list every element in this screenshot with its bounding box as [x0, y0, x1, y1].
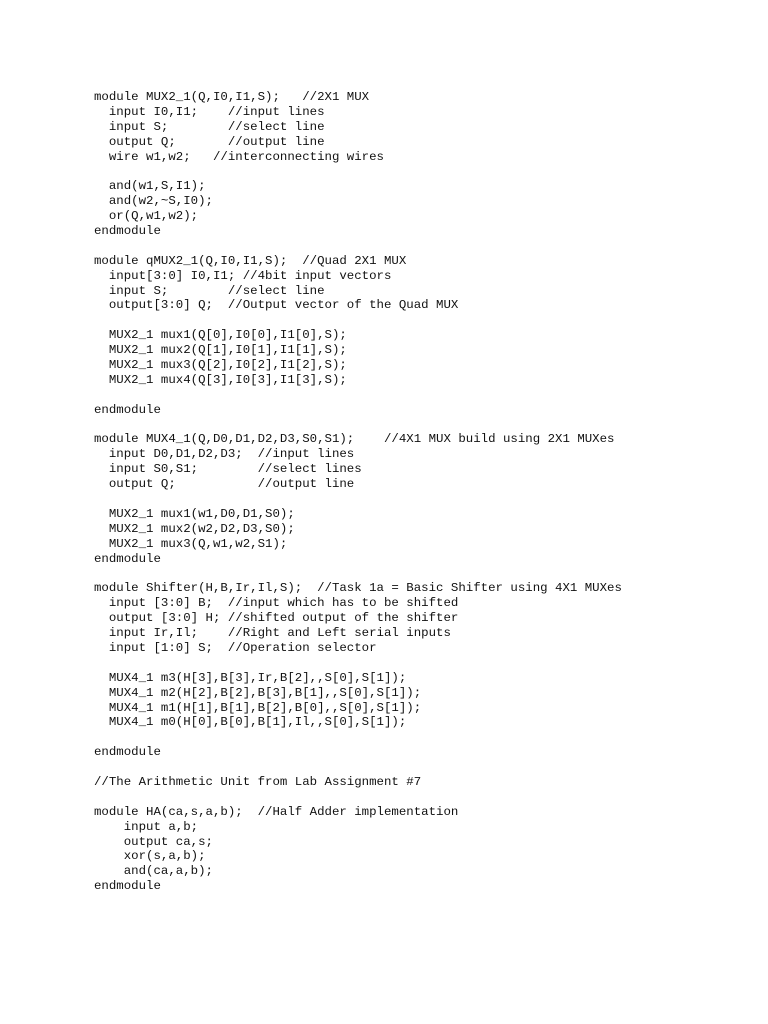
code-line: MUX4_1 m1(H[1],B[1],B[2],B[0],,S[0],S[1]);	[94, 700, 422, 715]
code-line: output ca,s;	[94, 834, 213, 849]
verilog-code-listing	[94, 90, 744, 894]
code-line	[94, 492, 744, 507]
code-line: input Ir,Il; //Right and Left serial inputs	[94, 626, 451, 641]
code-line	[94, 730, 744, 745]
code-line	[94, 656, 744, 671]
code-line: MUX2_1 mux4(Q[3],I0[3],I1[3],S);	[94, 372, 347, 387]
code-line: endmodule	[94, 879, 161, 894]
code-line: output Q; //output line	[94, 134, 325, 149]
code-line: module Shifter(H,B,Ir,Il,S); //Task 1a = Basic Shifter using 4X1 MUXes	[94, 581, 622, 596]
code-line: or(Q,w1,w2);	[94, 209, 199, 224]
code-line	[94, 388, 744, 403]
code-line: output [3:0] H; //shifted output of the shifter	[94, 611, 459, 626]
code-line: //The Arithmetic Unit from Lab Assignment #7	[94, 774, 422, 789]
code-line: input[3:0] I0,I1; //4bit input vectors	[94, 268, 392, 283]
code-line: MUX4_1 m3(H[3],B[3],Ir,B[2],,S[0],S[1]);	[94, 670, 407, 685]
code-line	[94, 760, 744, 775]
code-line: MUX2_1 mux2(Q[1],I0[1],I1[1],S);	[94, 343, 347, 358]
code-line: input [3:0] B; //input which has to be shifted	[94, 596, 459, 611]
code-line: MUX2_1 mux3(Q[2],I0[2],I1[2],S);	[94, 358, 347, 373]
code-line: module HA(ca,s,a,b); //Half Adder implementation	[94, 804, 459, 819]
code-line: endmodule	[94, 402, 161, 417]
code-line: MUX4_1 m0(H[0],B[0],B[1],Il,,S[0],S[1]);	[94, 715, 407, 730]
code-line: MUX2_1 mux2(w2,D2,D3,S0);	[94, 521, 295, 536]
code-line: endmodule	[94, 551, 161, 566]
code-line: input S; //select line	[94, 283, 325, 298]
code-line: output Q; //output line	[94, 477, 355, 492]
code-line	[94, 313, 744, 328]
code-line: input I0,I1; //input lines	[94, 104, 325, 119]
code-line: module qMUX2_1(Q,I0,I1,S); //Quad 2X1 MUX	[94, 253, 407, 268]
code-line: input [1:0] S; //Operation selector	[94, 640, 377, 655]
code-line: xor(s,a,b);	[94, 849, 206, 864]
code-line: and(w2,~S,I0);	[94, 194, 213, 209]
code-line	[94, 164, 744, 179]
code-line: input S; //select line	[94, 119, 325, 134]
code-line	[94, 239, 744, 254]
code-line: input D0,D1,D2,D3; //input lines	[94, 447, 355, 462]
code-line: module MUX4_1(Q,D0,D1,D2,D3,S0,S1); //4X1 MUX build using 2X1 MUXes	[94, 432, 615, 447]
code-line: endmodule	[94, 745, 161, 760]
code-line: wire w1,w2; //interconnecting wires	[94, 149, 384, 164]
code-line: input S0,S1; //select lines	[94, 462, 362, 477]
code-line: MUX2_1 mux1(Q[0],I0[0],I1[0],S);	[94, 328, 347, 343]
code-line	[94, 790, 744, 805]
code-line: and(ca,a,b);	[94, 864, 213, 879]
code-line	[94, 418, 744, 433]
code-line	[94, 567, 744, 582]
code-line: MUX4_1 m2(H[2],B[2],B[3],B[1],,S[0],S[1]);	[94, 685, 422, 700]
code-line: and(w1,S,I1);	[94, 179, 206, 194]
code-line: MUX2_1 mux3(Q,w1,w2,S1);	[94, 536, 288, 551]
code-line: output[3:0] Q; //Output vector of the Quad MUX	[94, 298, 459, 313]
code-line: endmodule	[94, 224, 161, 239]
code-line: input a,b;	[94, 819, 199, 834]
code-line: module MUX2_1(Q,I0,I1,S); //2X1 MUX	[94, 90, 370, 104]
code-line: MUX2_1 mux1(w1,D0,D1,S0);	[94, 506, 295, 521]
